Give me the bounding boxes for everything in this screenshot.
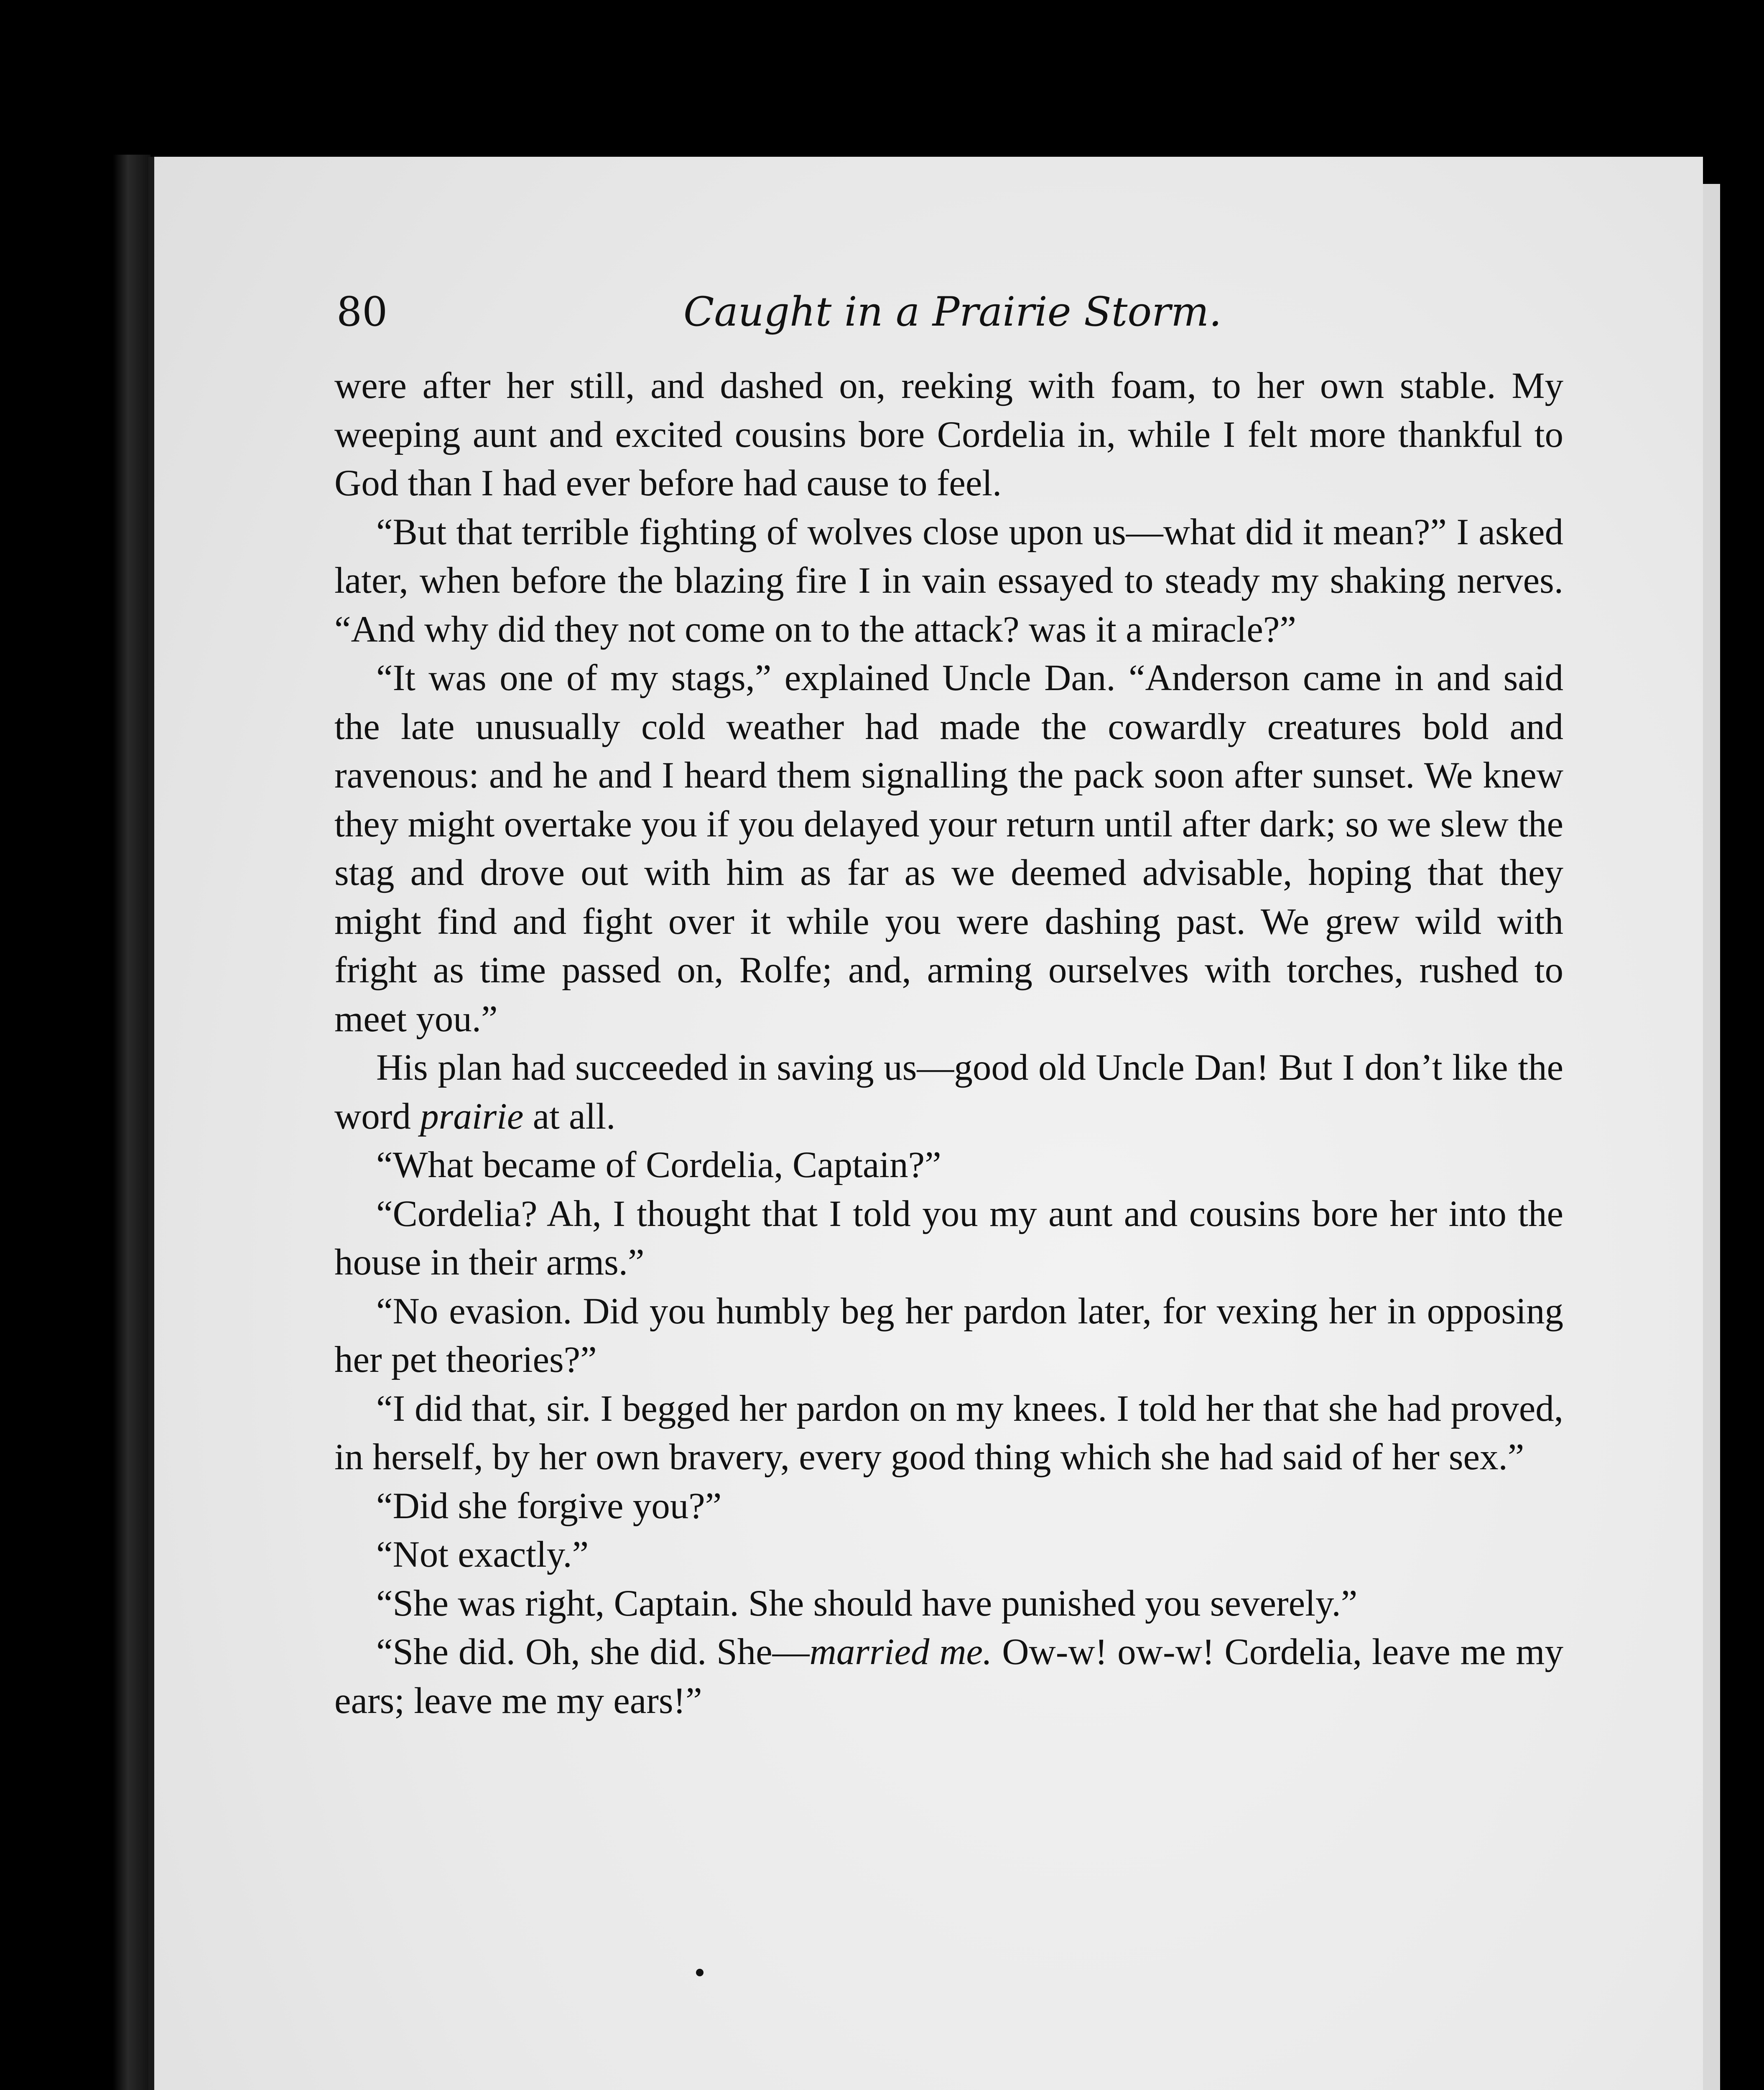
paragraph: were after her still, and dashed on, reeking with foam, to her own stable. My weeping aunt and excited cousins bore Cordelia in, while I felt more thankful to God than I had ever before had cause to feel. bbox=[334, 365, 1563, 504]
paragraph: “Did she forgive you?” bbox=[376, 1485, 722, 1527]
paragraph: “But that terrible fighting of wolves close upon us—what did it mean?” I asked later, when before the blazing fire I in vain essayed to steady my shaking nerves. “And why did they not come on to the attack? was it a miracle?” bbox=[334, 511, 1563, 650]
italic-phrase: married me. bbox=[809, 1631, 992, 1672]
paragraph: “What became of Cordelia, Captain?” bbox=[376, 1144, 941, 1185]
paragraph bbox=[334, 1628, 1563, 1725]
paragraph-text: at all. bbox=[523, 1096, 616, 1137]
italic-word: prairie bbox=[420, 1096, 524, 1137]
page-header bbox=[336, 288, 1570, 347]
paragraph-text: “She did. Oh, she did. She— bbox=[376, 1631, 810, 1672]
paragraph: “She was right, Captain. She should have punished you severely.” bbox=[376, 1583, 1358, 1624]
stray-mark bbox=[696, 1969, 704, 1976]
paragraph: “It was one of my stags,” explained Uncle Dan. “Anderson came in and said the late unusually cold weather had made the cowardly creatures bold and ravenous: and he and I heard them signalling the pack soon after sunset. We knew they might overtake you if you delayed your return until after dark; so we slew the stag and drove out with him as far as we deemed advisable, hoping that they might find and fight over it while you were dashing past. We grew wild with fright as time passed on, Rolfe; and, arming ourselves with torches, rushed to meet you.” bbox=[334, 658, 1563, 1040]
running-title: Caught in a Prairie Storm. bbox=[683, 288, 1222, 335]
body-text bbox=[334, 362, 1563, 1725]
page-gutter-shadow bbox=[113, 155, 150, 2090]
paragraph: “Not exactly.” bbox=[376, 1534, 589, 1575]
paragraph-text: Ow-w! ow-w! Cordelia, leave me my ears; leave me my ears!” bbox=[334, 1631, 1563, 1721]
paragraph: “Cordelia? Ah, I thought that I told you my aunt and cousins bore her into the house in their arms.” bbox=[334, 1193, 1563, 1283]
page-number: 80 bbox=[336, 288, 388, 335]
paragraph-text: His plan had succeeded in saving us—good old Uncle Dan! But I don’t like the word bbox=[334, 1047, 1563, 1137]
paragraph: “No evasion. Did you humbly beg her pardon later, for vexing her in opposing her pet theories?” bbox=[334, 1290, 1563, 1380]
paragraph bbox=[334, 1043, 1563, 1141]
paragraph: “I did that, sir. I begged her pardon on my knees. I told her that she had proved, in herself, by her own bravery, every good thing which she had said of her sex.” bbox=[334, 1388, 1563, 1478]
